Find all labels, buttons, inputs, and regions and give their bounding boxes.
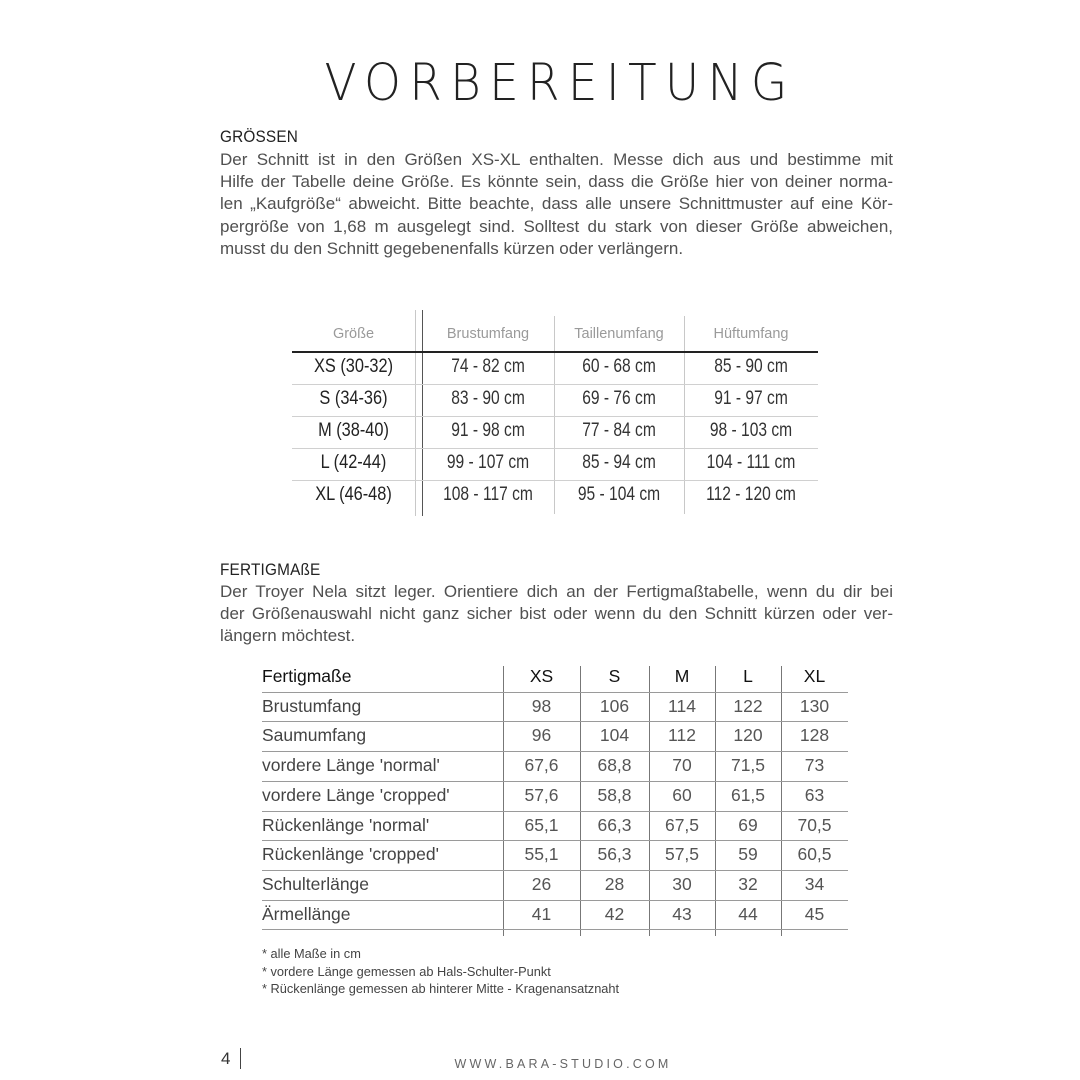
row-divider bbox=[262, 811, 848, 812]
measurement-value: 69 bbox=[738, 814, 758, 835]
measurement-value: 28 bbox=[604, 873, 625, 894]
measurement-value: 60,5 bbox=[797, 844, 832, 865]
table-header-cell: Brustumfang bbox=[446, 326, 530, 342]
footnote: * vordere Länge gemessen ab Hals-Schulter-Punkt bbox=[262, 963, 551, 979]
measurement-value: 77 - 84 cm bbox=[582, 420, 656, 441]
measurement-value: 45 bbox=[804, 903, 825, 924]
measurement-value: 74 - 82 cm bbox=[451, 356, 525, 377]
size-label: XS (30-32) bbox=[313, 356, 394, 377]
measurement-value: 106 bbox=[599, 695, 630, 716]
size-label: XL (46-48) bbox=[315, 484, 392, 505]
measurement-label: Brustumfang bbox=[262, 695, 362, 716]
measurement-value: 60 bbox=[672, 784, 692, 805]
table-header-cell: XS bbox=[529, 666, 554, 686]
measurement-label: Ärmellänge bbox=[262, 903, 351, 924]
paragraph-line: der Größenauswahl nicht ganz sicher bist oder wenn du den Schnitt kürzen oder ver- bbox=[220, 604, 893, 624]
finished-measurements-paragraph bbox=[220, 581, 893, 648]
measurement-value: 60 - 68 cm bbox=[582, 356, 656, 377]
paragraph-line: Der Troyer Nela sitzt leger. Orientiere dich an der Fertigmaßtabelle, wenn du dir bei bbox=[220, 582, 893, 601]
measurement-value: 34 bbox=[804, 873, 825, 894]
column-divider bbox=[415, 310, 416, 516]
column-divider bbox=[554, 316, 555, 514]
measurement-value: 91 - 98 cm bbox=[451, 420, 525, 441]
table-header-cell: M bbox=[674, 666, 690, 686]
size-label: L (42-44) bbox=[320, 452, 387, 473]
finished-measurements-heading: FERTIGMAßE bbox=[220, 561, 321, 579]
measurement-value: 66,3 bbox=[597, 814, 632, 835]
measurement-value: 68,8 bbox=[597, 755, 632, 776]
size-label: M (38-40) bbox=[318, 420, 389, 441]
paragraph-line: len „Kaufgröße“ abweicht. Bitte beachte, dass alle unsere Schnittmuster auf eine Kör- bbox=[220, 194, 893, 214]
measurement-value: 41 bbox=[531, 903, 552, 924]
row-divider bbox=[292, 480, 818, 481]
measurement-value: 70,5 bbox=[797, 814, 832, 835]
measurement-value: 108 - 117 cm bbox=[443, 484, 533, 505]
row-divider bbox=[292, 384, 818, 385]
measurement-value: 26 bbox=[531, 873, 552, 894]
footnotes bbox=[262, 945, 619, 998]
paragraph-line: Hilfe der Tabelle deine Größe. Es könnte sein, dass die Größe hier von deiner norma- bbox=[220, 172, 893, 192]
measurement-label: Schulterlänge bbox=[262, 873, 370, 894]
measurement-label: Rückenlänge 'cropped' bbox=[262, 844, 439, 865]
measurement-value: 30 bbox=[672, 873, 692, 894]
page-title: VORBEREITUNG bbox=[324, 54, 796, 113]
measurement-value: 96 bbox=[531, 725, 552, 746]
footnote: * Rückenlänge gemessen ab hinterer Mitte - Kragenansatznaht bbox=[262, 981, 620, 996]
row-divider bbox=[262, 870, 848, 871]
measurement-value: 58,8 bbox=[597, 784, 632, 805]
measurement-value: 65,1 bbox=[524, 814, 559, 835]
measurement-value: 112 - 120 cm bbox=[706, 484, 796, 505]
measurement-value: 128 bbox=[799, 725, 830, 746]
table-header-cell: L bbox=[743, 666, 753, 686]
table-header-cell: Taillenumfang bbox=[574, 326, 664, 342]
measurement-value: 95 - 104 cm bbox=[577, 484, 661, 505]
measurement-value: 43 bbox=[672, 903, 692, 924]
table-header-cell: S bbox=[608, 666, 621, 686]
measurement-value: 104 bbox=[599, 725, 630, 746]
measurement-value: 99 - 107 cm bbox=[446, 452, 530, 473]
page-number: 4 bbox=[221, 1049, 231, 1068]
measurement-value: 67,5 bbox=[664, 814, 700, 835]
sizes-heading: GRÖSSEN bbox=[220, 128, 299, 146]
measurement-value: 85 - 94 cm bbox=[582, 452, 656, 473]
measurement-value: 112 bbox=[668, 725, 696, 746]
measurement-value: 70 bbox=[672, 755, 692, 776]
measurement-value: 73 bbox=[804, 755, 825, 776]
measurement-value: 120 bbox=[733, 725, 763, 746]
row-divider bbox=[262, 751, 848, 752]
measurement-value: 83 - 90 cm bbox=[451, 388, 525, 409]
measurement-value: 98 bbox=[531, 695, 552, 716]
row-divider bbox=[262, 900, 848, 901]
table-header-cell: Größe bbox=[332, 326, 375, 342]
measurement-label: vordere Länge 'normal' bbox=[262, 755, 440, 776]
measurement-value: 130 bbox=[799, 695, 830, 716]
measurement-value: 69 - 76 cm bbox=[582, 388, 656, 409]
measurement-value: 67,6 bbox=[524, 755, 559, 776]
row-divider bbox=[262, 929, 848, 930]
measurement-value: 91 - 97 cm bbox=[714, 388, 788, 409]
row-divider bbox=[292, 448, 818, 449]
measurement-value: 98 - 103 cm bbox=[709, 420, 793, 441]
measurement-value: 56,3 bbox=[597, 844, 632, 865]
measurement-value: 63 bbox=[804, 784, 825, 805]
measurement-value: 59 bbox=[738, 844, 758, 865]
measurement-label: Rückenlänge 'normal' bbox=[262, 814, 430, 835]
measurement-label: Saumumfang bbox=[262, 725, 367, 746]
row-divider bbox=[262, 840, 848, 841]
measurement-value: 71,5 bbox=[730, 755, 766, 776]
footnote: * alle Maße in cm bbox=[262, 946, 361, 961]
measurement-value: 114 bbox=[668, 695, 696, 716]
measurement-value: 122 bbox=[733, 695, 763, 716]
measurement-value: 55,1 bbox=[524, 844, 559, 865]
paragraph-line: musst du den Schnitt gegebenenfalls kürzen oder verlängern. bbox=[220, 238, 684, 258]
column-divider bbox=[684, 316, 685, 514]
measurement-value: 57,5 bbox=[664, 844, 700, 865]
header-rule bbox=[292, 351, 818, 353]
measurement-value: 85 - 90 cm bbox=[714, 356, 788, 377]
row-divider bbox=[292, 416, 818, 417]
measurement-value: 61,5 bbox=[730, 784, 766, 805]
row-divider bbox=[262, 781, 848, 782]
measurement-value: 44 bbox=[738, 903, 758, 924]
row-divider bbox=[262, 692, 848, 693]
measurement-label: vordere Länge 'cropped' bbox=[262, 784, 450, 805]
paragraph-line: pergröße von 1,68 m ausgelegt sind. Solltest du stark von dieser Größe abweichen, bbox=[220, 216, 893, 236]
measurement-value: 42 bbox=[604, 903, 625, 924]
table-header-cell: Hüftumfang bbox=[713, 326, 789, 342]
table-header-cell: Fertigmaße bbox=[262, 666, 352, 686]
measurement-value: 32 bbox=[738, 873, 758, 894]
paragraph-line: längern möchtest. bbox=[220, 626, 356, 646]
table-header-cell: XL bbox=[803, 666, 826, 686]
row-divider bbox=[262, 721, 848, 722]
measurement-value: 104 - 111 cm bbox=[706, 452, 796, 473]
size-label: S (34-36) bbox=[319, 388, 388, 409]
website-url: WWW.BARA-STUDIO.COM bbox=[454, 1057, 672, 1071]
sizes-paragraph bbox=[220, 149, 893, 260]
measurement-value: 57,6 bbox=[524, 784, 559, 805]
paragraph-line: Der Schnitt ist in den Größen XS-XL enthalten. Messe dich aus und bestimme mit bbox=[220, 150, 893, 169]
